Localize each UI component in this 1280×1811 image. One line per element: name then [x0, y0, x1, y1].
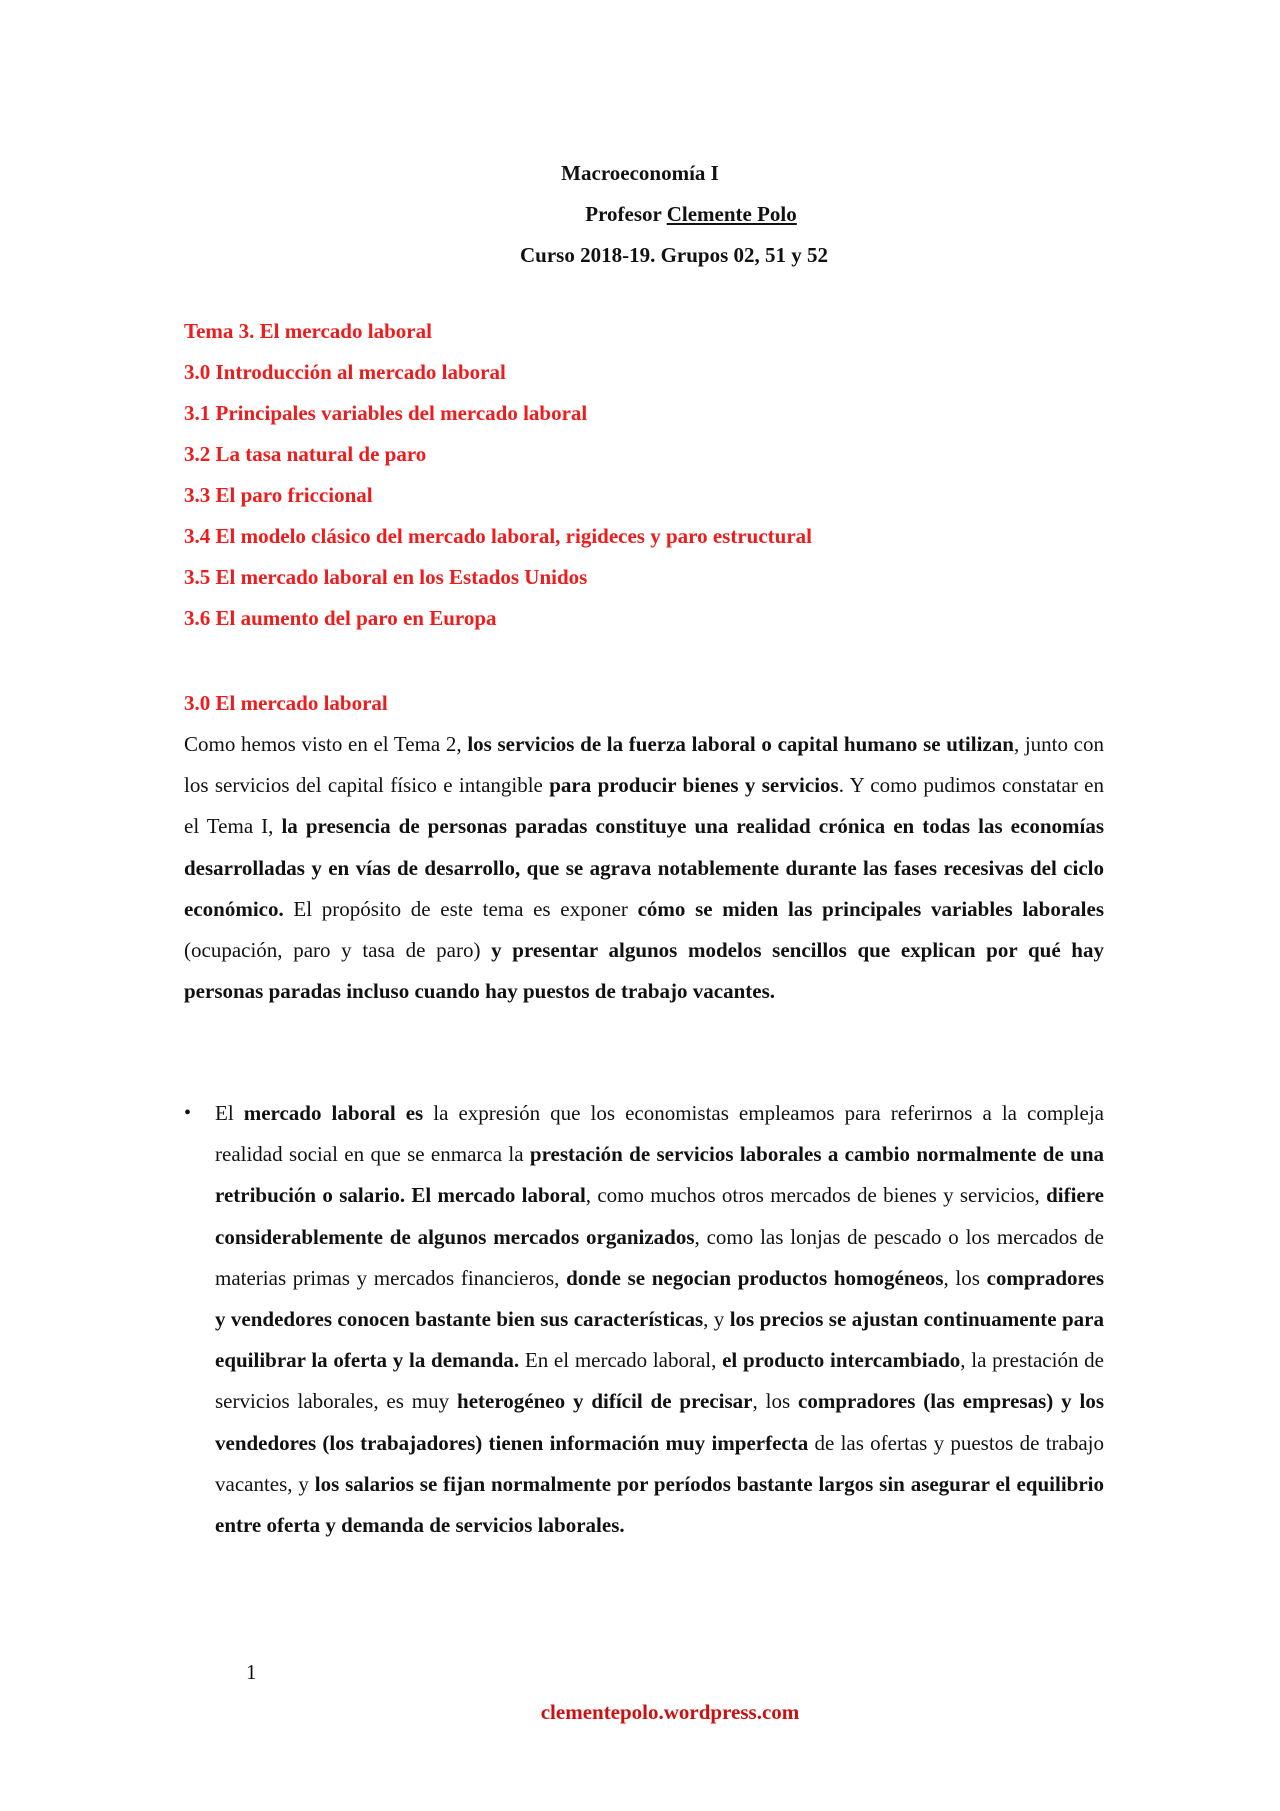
bold-text-run: prestación de servicios laborales a cambio normalmente de una retribución o salario. El mercado laboral: [215, 1142, 1104, 1208]
bold-text-run: la presencia de personas paradas constituye una realidad crónica en todas las economías desarrolladas y en vías de desarrollo, que se agrava notablemente durante las fases recesivas del ciclo económico.: [184, 814, 1104, 921]
professor-prefix: Profesor: [585, 202, 667, 226]
bold-text-run: para producir bienes y servicios: [549, 773, 839, 798]
professor-line: [102, 194, 1280, 235]
text-run: la expresión que los economistas empleamos para referirnos a la compleja realidad social en que se enmarca la: [215, 1101, 1104, 1167]
text-run: (ocupación, paro y tasa de paro): [184, 938, 492, 963]
toc-item: 3.6 El aumento del paro en Europa: [184, 606, 497, 630]
text-run: El: [215, 1101, 244, 1125]
professor-name-link[interactable]: Clemente Polo: [666, 202, 797, 226]
text-run: , junto con los servicios del capital físico e intangible: [184, 732, 1104, 798]
text-run: , los: [752, 1389, 798, 1414]
text-run: , los: [943, 1265, 987, 1290]
toc-item: 3.1 Principales variables del mercado laboral: [184, 401, 588, 425]
document-header: [0, 153, 1280, 276]
bold-text-run: los servicios de la fuerza laboral o capital humano se utilizan: [467, 732, 1014, 756]
bullet-list-item: [184, 1093, 1104, 1546]
page-number: 1: [246, 1660, 257, 1684]
bold-text-run: mercado laboral es: [243, 1101, 424, 1125]
course-year-groups: Curso 2018-19. Grupos 02, 51 y 52: [519, 243, 829, 267]
bullet-paragraph: [215, 1093, 1104, 1546]
website-link[interactable]: clementepolo.wordpress.com: [540, 1700, 800, 1724]
bold-text-run: heterogéneo y difícil de precisar: [457, 1389, 753, 1414]
toc-item: 3.5 El mercado laboral en los Estados Unidos: [184, 565, 588, 589]
bold-text-run: los salarios se fijan normalmente por períodos bastante largos sin asegurar el equilibrio entre oferta y demanda de servicios laborales.: [215, 1471, 1104, 1538]
bold-text-run: donde se negocian productos homogéneos: [566, 1265, 944, 1290]
text-run: . Y como pudimos constatar en el Tema I,: [184, 773, 1104, 839]
toc-item: 3.4 El modelo clásico del mercado laboral, rigideces y paro estructural: [184, 524, 812, 548]
text-run: En el mercado laboral,: [519, 1348, 723, 1373]
text-run: , como muchos otros mercados de bienes y servicios,: [585, 1183, 1047, 1208]
bold-text-run: cómo se miden las principales variables laborales: [637, 896, 1104, 921]
bold-text-run: y presentar algunos modelos sencillos que explican por qué hay personas paradas incluso cuando hay puestos de trabajo vacantes.: [184, 938, 1104, 1004]
toc-item: 3.2 La tasa natural de paro: [184, 442, 427, 466]
bold-text-run: el producto intercambiado: [722, 1348, 961, 1373]
course-title: Macroeconomía I: [561, 161, 719, 185]
text-run: , la prestación de servicios laborales, es muy: [215, 1348, 1104, 1414]
intro-paragraph: [184, 724, 1104, 1012]
text-run: , y: [703, 1307, 730, 1332]
toc-item: 3.3 El paro friccional: [184, 483, 373, 507]
bold-text-run: los precios se ajustan continuamente para equilibrar la oferta y la demanda.: [215, 1307, 1105, 1373]
text-run: El propósito de este tema es exponer: [283, 896, 638, 921]
table-of-contents: [184, 311, 812, 639]
text-run: , como las lonjas de pescado o los mercados de materias primas y mercados financieros,: [215, 1224, 1104, 1290]
bullet-symbol: •: [184, 1102, 192, 1124]
section-heading: 3.0 El mercado laboral: [184, 691, 388, 715]
text-run: de las ofertas y puestos de trabajo vacantes, y: [215, 1430, 1104, 1496]
bold-text-run: compradores y vendedores conocen bastante bien sus características: [215, 1265, 1104, 1332]
toc-item: 3.0 Introducción al mercado laboral: [184, 360, 506, 384]
toc-item: Tema 3. El mercado laboral: [184, 319, 432, 343]
text-run: Como hemos visto en el Tema 2,: [184, 732, 468, 756]
bold-text-run: difiere considerablemente de algunos mercados organizados: [215, 1183, 1104, 1249]
bold-text-run: compradores (las empresas) y los vendedores (los trabajadores) tienen información muy imperfecta: [215, 1389, 1105, 1455]
